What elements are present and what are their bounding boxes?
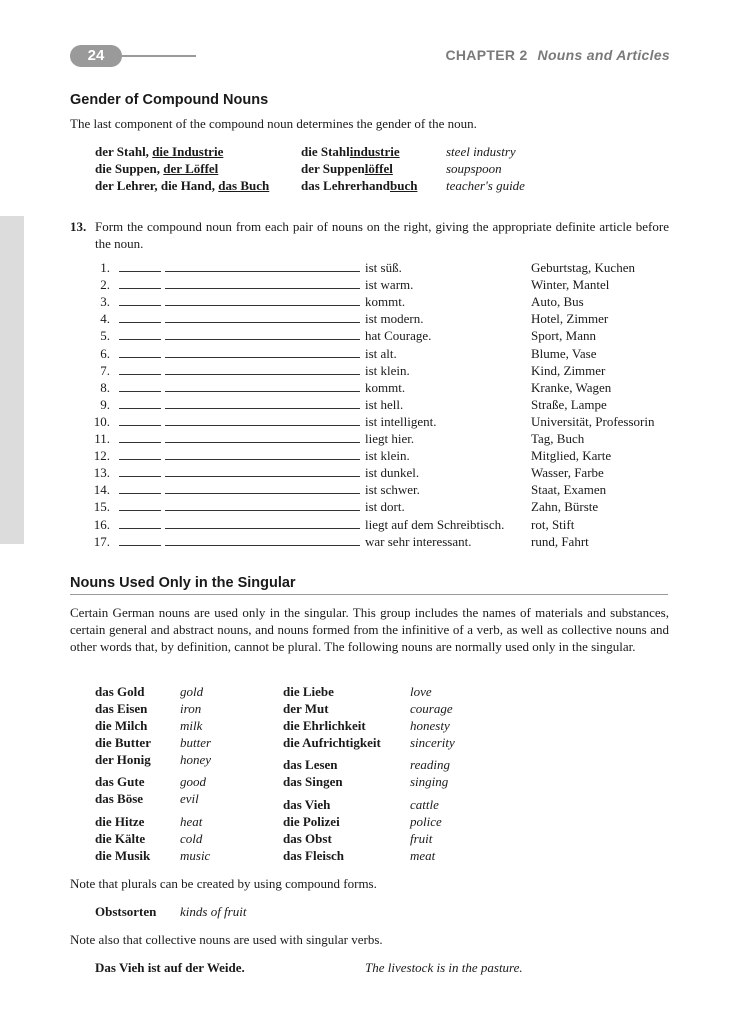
- singular-noun-german: das Fleisch: [283, 848, 345, 863]
- singular-noun-german: das Böse: [95, 791, 144, 806]
- exercise-item: [0, 362, 737, 379]
- exercise-item-predicate: ist alt.: [365, 345, 397, 361]
- singular-noun-german: der Honig: [95, 752, 151, 767]
- article-blank[interactable]: [119, 493, 161, 494]
- exercise-item-noun-pair: rot, Stift: [531, 516, 575, 532]
- singular-noun-german: das Lesen: [283, 757, 338, 772]
- exercise-item-predicate: liegt auf dem Schreibtisch.: [365, 516, 505, 532]
- exercise-item: [0, 516, 737, 533]
- singular-noun-english: courage: [410, 701, 453, 716]
- exercise-item: [0, 396, 737, 413]
- exercise-item-number: 11.: [94, 431, 110, 446]
- exercise-item: [0, 276, 737, 293]
- section-intro-singular: Certain German nouns are used only in the singular. This group includes the names of materials and substances, certain general and abstract nouns, and nouns formed from the infinitive of a verb, as well as collective nouns and other words that, by definition, cannot be plural. The following nouns are normally used only in the singular.: [70, 605, 669, 654]
- compound-noun-blank[interactable]: [165, 322, 360, 323]
- singular-noun-german: die Aufrichtigkeit: [283, 735, 381, 750]
- singular-noun-english: police: [410, 814, 442, 829]
- exercise-item-noun-pair: Hotel, Zimmer: [531, 311, 609, 327]
- article-blank[interactable]: [119, 476, 161, 477]
- exercise-item: [0, 481, 737, 498]
- compound-noun-blank[interactable]: [165, 545, 360, 546]
- running-header: [445, 47, 670, 63]
- exercise-item-number: 17.: [93, 533, 110, 549]
- exercise-item-predicate: kommt.: [365, 294, 406, 310]
- exercise-item-predicate: ist warm.: [365, 277, 414, 293]
- compound-noun-blank[interactable]: [165, 425, 360, 426]
- singular-noun-german: die Hitze: [95, 814, 145, 829]
- singular-noun-english: good: [180, 774, 206, 789]
- exercise-item-noun-pair: Blume, Vase: [531, 345, 597, 361]
- example-collective-translation: The livestock is in the pasture.: [365, 960, 523, 975]
- singular-noun-english: meat: [410, 848, 436, 863]
- compound-noun-blank[interactable]: [165, 271, 360, 272]
- exercise-item-number: 15.: [93, 499, 110, 515]
- exercise-item-number: 8.: [100, 379, 110, 395]
- exercise-item-predicate: ist dort.: [365, 499, 405, 515]
- exercise-item: [0, 327, 737, 344]
- compound-noun-blank[interactable]: [165, 493, 360, 494]
- article-blank[interactable]: [119, 288, 161, 289]
- singular-noun-english: evil: [180, 791, 199, 806]
- compound-noun-blank[interactable]: [165, 459, 360, 460]
- singular-noun-english: cold: [180, 831, 203, 846]
- singular-noun-english: singing: [410, 774, 449, 789]
- compound-noun-blank[interactable]: [165, 476, 360, 477]
- exercise-item-noun-pair: Tag, Buch: [531, 431, 585, 446]
- exercise-item-number: 5.: [100, 328, 110, 344]
- singular-noun-german: die Butter: [95, 735, 151, 750]
- article-blank[interactable]: [119, 305, 161, 306]
- exercise-item: [0, 293, 737, 310]
- exercise-item-number: 10.: [93, 413, 110, 429]
- article-blank[interactable]: [119, 322, 161, 323]
- exercise-item-noun-pair: Zahn, Bürste: [531, 499, 599, 515]
- exercise-item-number: 13.: [93, 465, 110, 481]
- page-number-badge: 24: [70, 45, 122, 67]
- note-compound-plurals: Note that plurals can be created by using compound forms.: [70, 876, 377, 891]
- exercise-item-noun-pair: Winter, Mantel: [531, 277, 610, 293]
- singular-noun-english: music: [180, 848, 211, 863]
- singular-noun-german: das Gold: [95, 684, 145, 699]
- exercise-item: [0, 498, 737, 515]
- exercise-item-noun-pair: rund, Fahrt: [531, 533, 589, 549]
- article-blank[interactable]: [119, 357, 161, 358]
- exercise-item: [0, 345, 737, 362]
- exercise-item-predicate: ist intelligent.: [365, 413, 437, 429]
- exercise-item-predicate: kommt.: [365, 379, 406, 395]
- compound-noun-blank[interactable]: [165, 374, 360, 375]
- exercise-item: [0, 447, 737, 464]
- article-blank[interactable]: [119, 408, 161, 409]
- singular-noun-english: heat: [180, 814, 203, 829]
- singular-noun-german: die Milch: [95, 718, 148, 733]
- article-blank[interactable]: [119, 442, 161, 443]
- singular-noun-english: cattle: [410, 797, 439, 812]
- exercise-item-number: 14.: [93, 482, 110, 498]
- example-translation: soupspoon: [446, 161, 502, 176]
- singular-noun-english: reading: [410, 757, 450, 772]
- singular-noun-german: das Gute: [95, 774, 145, 789]
- example-compound: das Lehrerhandbuch: [301, 178, 418, 193]
- exercise-item: [0, 464, 737, 481]
- chapter-title: Nouns and Articles: [537, 47, 670, 63]
- note-collective-nouns: Note also that collective nouns are used with singular verbs.: [70, 932, 383, 947]
- singular-noun-german: das Vieh: [283, 797, 331, 812]
- exercise-item: [0, 533, 737, 550]
- exercise-item-number: 6.: [100, 345, 110, 361]
- exercise-item-noun-pair: Staat, Examen: [531, 482, 607, 498]
- singular-noun-english: honesty: [410, 718, 450, 733]
- example-plural-translation: kinds of fruit: [180, 904, 247, 919]
- example-compound: die Stahlindustrie: [301, 144, 400, 159]
- exercise-item-number: 3.: [100, 294, 110, 310]
- exercise-item-predicate: ist modern.: [365, 311, 424, 327]
- exercise-item-noun-pair: Wasser, Farbe: [531, 465, 604, 481]
- exercise-item-noun-pair: Geburtstag, Kuchen: [531, 260, 635, 275]
- article-blank[interactable]: [119, 425, 161, 426]
- exercise-item-number: 2.: [100, 277, 110, 293]
- exercise-instruction: Form the compound noun from each pair of nouns on the right, giving the appropriate definite article before the noun.: [95, 219, 669, 251]
- exercise-item-noun-pair: Universität, Professorin: [531, 413, 655, 429]
- exercise-item-noun-pair: Auto, Bus: [531, 294, 584, 310]
- compound-noun-blank[interactable]: [165, 528, 360, 529]
- example-collective-sentence: Das Vieh ist auf der Weide.: [95, 960, 245, 975]
- article-blank[interactable]: [119, 374, 161, 375]
- exercise-item-predicate: ist dunkel.: [365, 465, 420, 481]
- exercise-item-predicate: ist klein.: [365, 362, 410, 378]
- exercise-item-predicate: liegt hier.: [365, 431, 415, 446]
- singular-noun-german: das Obst: [283, 831, 332, 846]
- article-blank[interactable]: [119, 339, 161, 340]
- singular-noun-english: love: [410, 684, 432, 699]
- example-plural-compound: Obstsorten: [95, 904, 157, 919]
- compound-noun-blank[interactable]: [165, 305, 360, 306]
- article-blank[interactable]: [119, 510, 161, 511]
- exercise-item-noun-pair: Mitglied, Karte: [531, 448, 612, 464]
- exercise-item-number: 9.: [100, 396, 110, 412]
- exercise-item: [0, 379, 737, 396]
- exercise-item: [0, 413, 737, 430]
- exercise-item-noun-pair: Kind, Zimmer: [531, 362, 606, 378]
- exercise-item-predicate: hat Courage.: [365, 328, 432, 344]
- article-blank[interactable]: [119, 391, 161, 392]
- compound-noun-blank[interactable]: [165, 510, 360, 511]
- exercise-item: [0, 310, 737, 327]
- example-components: der Stahl, die Industrie: [95, 144, 224, 159]
- exercise-item: [0, 430, 737, 447]
- example-compound: der Suppenlöffel: [301, 161, 393, 176]
- exercise-item-number: 1.: [100, 260, 110, 275]
- singular-noun-german: die Musik: [95, 848, 151, 863]
- exercise-item-predicate: ist klein.: [365, 448, 410, 464]
- compound-noun-blank[interactable]: [165, 408, 360, 409]
- header-rule: [122, 55, 196, 57]
- article-blank[interactable]: [119, 459, 161, 460]
- exercise-item-predicate: ist schwer.: [365, 482, 420, 498]
- compound-noun-blank[interactable]: [165, 357, 360, 358]
- section-heading-compound-nouns: Gender of Compound Nouns: [70, 92, 269, 108]
- exercise-item-noun-pair: Straße, Lampe: [531, 396, 607, 412]
- example-components: der Lehrer, die Hand, das Buch: [95, 178, 270, 193]
- exercise-item: [0, 259, 737, 276]
- compound-noun-blank[interactable]: [165, 288, 360, 289]
- exercise-item-predicate: war sehr interessant.: [365, 533, 472, 549]
- section-intro-compound: The last component of the compound noun determines the gender of the noun.: [70, 116, 477, 131]
- exercise-item-predicate: ist hell.: [365, 396, 404, 412]
- exercise-item-noun-pair: Sport, Mann: [531, 328, 596, 344]
- example-translation: steel industry: [446, 144, 516, 159]
- compound-noun-blank[interactable]: [165, 339, 360, 340]
- singular-noun-german: der Mut: [283, 701, 329, 716]
- compound-noun-blank[interactable]: [165, 391, 360, 392]
- exercise-item-number: 7.: [100, 362, 110, 378]
- example-components: die Suppen, der Löffel: [95, 161, 219, 176]
- singular-noun-english: iron: [180, 701, 202, 716]
- exercise-item-number: 12.: [93, 448, 110, 464]
- singular-noun-english: gold: [180, 684, 204, 699]
- exercise-item-predicate: ist süß.: [365, 260, 402, 275]
- exercise-number: 13.: [70, 219, 87, 234]
- compound-noun-blank[interactable]: [165, 442, 360, 443]
- article-blank[interactable]: [119, 271, 161, 272]
- exercise-item-noun-pair: Kranke, Wagen: [531, 379, 612, 395]
- singular-noun-german: die Liebe: [283, 684, 334, 699]
- singular-noun-german: die Polizei: [283, 814, 340, 829]
- singular-noun-english: fruit: [410, 831, 433, 846]
- exercise-item-number: 16.: [93, 516, 110, 532]
- singular-noun-german: die Kälte: [95, 831, 146, 846]
- example-translation: teacher's guide: [446, 178, 525, 193]
- article-blank[interactable]: [119, 545, 161, 546]
- singular-noun-german: das Singen: [283, 774, 343, 789]
- singular-noun-english: milk: [180, 718, 203, 733]
- singular-noun-german: die Ehrlichkeit: [283, 718, 366, 733]
- singular-noun-english: honey: [180, 752, 212, 767]
- singular-noun-english: sincerity: [410, 735, 455, 750]
- exercise-item-number: 4.: [100, 311, 110, 327]
- article-blank[interactable]: [119, 528, 161, 529]
- singular-noun-german: das Eisen: [95, 701, 148, 716]
- section-rule: [70, 594, 668, 595]
- singular-noun-english: butter: [180, 735, 212, 750]
- section-heading-singular-nouns: Nouns Used Only in the Singular: [70, 575, 296, 591]
- chapter-label: CHAPTER 2: [445, 47, 528, 63]
